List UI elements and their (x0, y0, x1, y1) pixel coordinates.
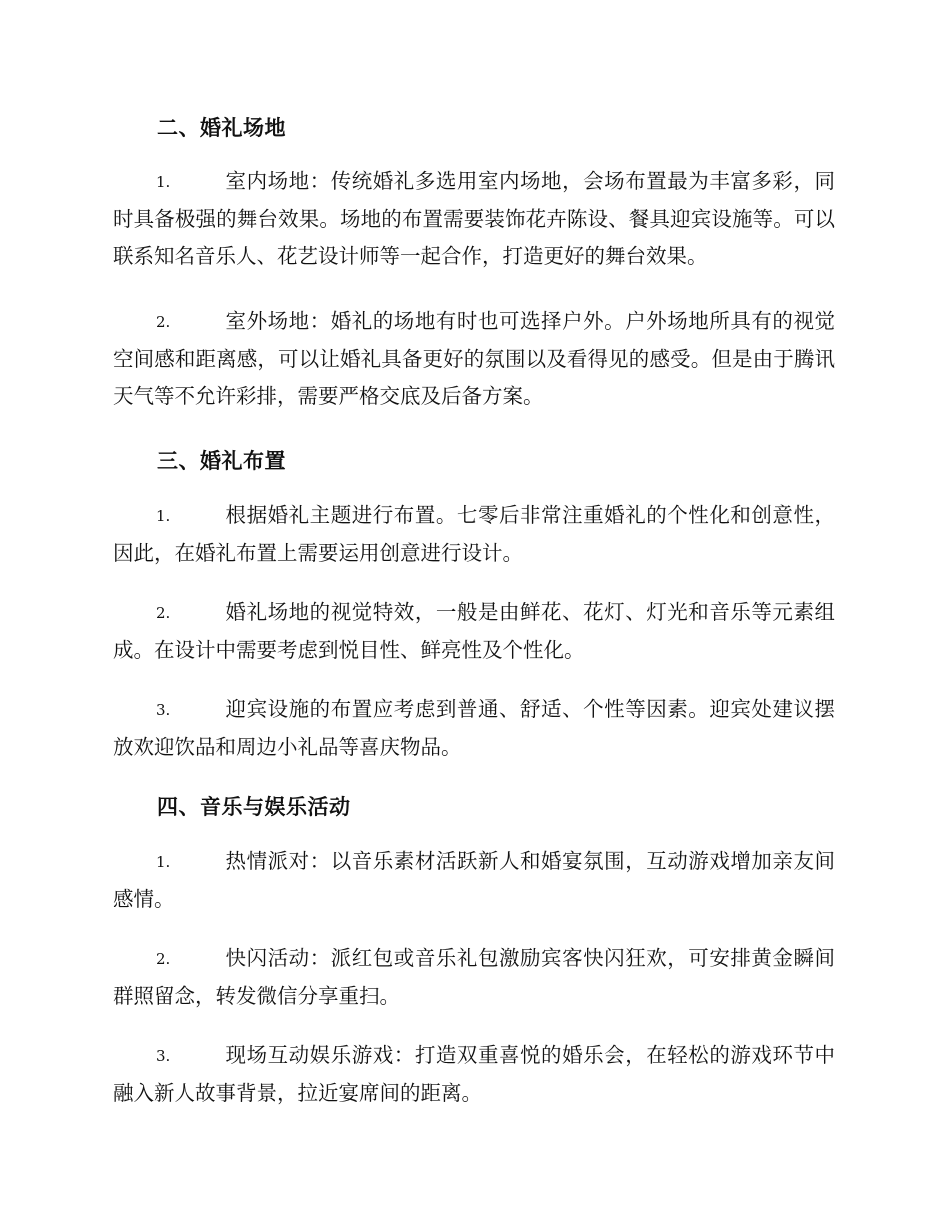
list-item (113, 843, 835, 918)
section-heading-decoration: 三、婚礼布置 (157, 448, 286, 473)
list-item-number: 3. (156, 1047, 171, 1065)
list-item-number: 2. (156, 950, 171, 968)
list-item-text: 迎宾设施的布置应考虑到普通、舒适、个性等因素。迎宾处建议摆放欢迎饮品和周边小礼品等喜庆物品。 (113, 697, 835, 759)
list-item-text: 快闪活动：派红包或音乐礼包激励宾客快闪狂欢，可安排黄金瞬间群照留念，转发微信分享重扫。 (113, 946, 835, 1008)
list-item-text: 室外场地：婚礼的场地有时也可选择户外。户外场地所具有的视觉空间感和距离感，可以让婚礼具备更好的氛围以及看得见的感受。但是由于腾讯天气等不允许彩排，需要严格交底及后备方案。 (113, 309, 835, 408)
list-item (113, 1037, 835, 1112)
list-item-number: 1. (156, 173, 171, 191)
list-item (113, 940, 835, 1015)
list-item-text: 室内场地：传统婚礼多选用室内场地，会场布置最为丰富多彩，同时具备极强的舞台效果。场地的布置需要装饰花卉陈设、餐具迎宾设施等。可以联系知名音乐人、花艺设计师等一起合作，打造更好的舞台效果。 (113, 169, 835, 268)
section-heading-venue: 二、婚礼场地 (157, 115, 286, 140)
list-item (113, 497, 835, 572)
list-item-text: 婚礼场地的视觉特效，一般是由鲜花、花灯、灯光和音乐等元素组成。在设计中需要考虑到悦目性、鲜亮性及个性化。 (113, 600, 835, 662)
section-heading-music-entertainment: 四、音乐与娱乐活动 (157, 794, 351, 819)
list-item-text: 根据婚礼主题进行布置。七零后非常注重婚礼的个性化和创意性，因此，在婚礼布置上需要运用创意进行设计。 (113, 503, 835, 565)
list-item-number: 3. (156, 701, 171, 719)
list-item-text: 现场互动娱乐游戏：打造双重喜悦的婚乐会，在轻松的游戏环节中融入新人故事背景，拉近宴席间的距离。 (113, 1043, 835, 1105)
list-item-number: 1. (156, 507, 171, 525)
list-item-text: 热情派对：以音乐素材活跃新人和婚宴氛围，互动游戏增加亲友间感情。 (113, 849, 835, 911)
list-item (113, 303, 835, 415)
list-item (113, 594, 835, 669)
list-item (113, 691, 835, 766)
list-item-number: 1. (156, 853, 171, 871)
list-item-number: 2. (156, 604, 171, 622)
list-item (113, 163, 835, 275)
list-item-number: 2. (156, 313, 171, 331)
